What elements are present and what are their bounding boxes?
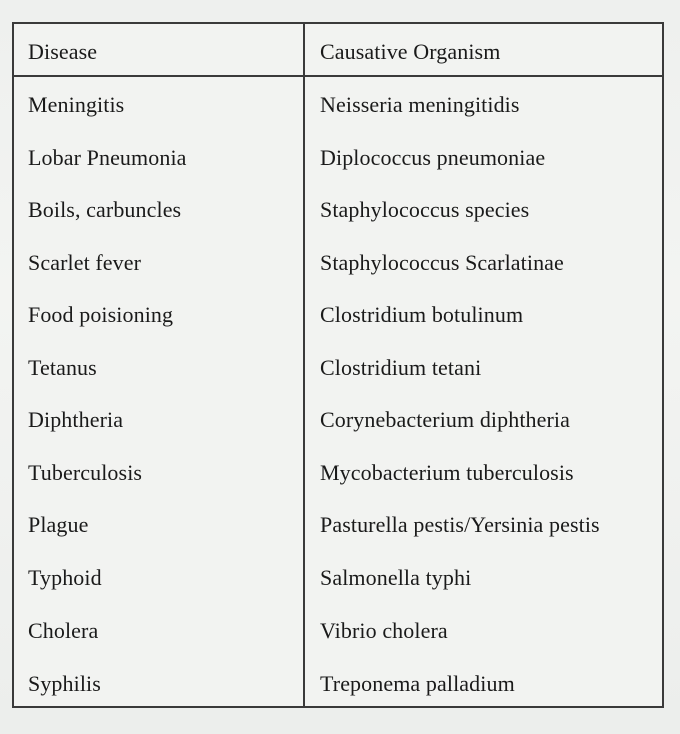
disease-cell: Syphilis [28,671,101,696]
disease-cell: Meningitis [28,92,125,117]
organism-cell: Neisseria meningitidis [320,92,520,117]
disease-cell: Lobar Pneumonia [28,145,187,170]
organism-cell: Mycobacterium tuberculosis [320,460,574,485]
disease-cell: Scarlet fever [28,250,142,275]
organism-cell: Diplococcus pneumoniae [320,145,546,170]
disease-cell: Tetanus [28,355,97,380]
header-divider [14,75,662,77]
disease-cell: Plague [28,512,89,537]
organism-cell: Staphylococcus Scarlatinae [320,250,564,275]
organism-cell: Treponema palladium [320,671,515,696]
column-divider [303,24,305,706]
organism-cell: Staphylococcus species [320,197,530,222]
organism-cell: Salmonella typhi [320,565,472,590]
disease-cell: Boils, carbuncles [28,197,182,222]
disease-cell: Food poisioning [28,302,174,327]
header-causative-organism: Causative Organism [320,39,501,64]
disease-cell: Typhoid [28,565,102,590]
disease-cell: Diphtheria [28,407,124,432]
disease-organism-table [12,22,664,708]
organism-cell: Clostridium botulinum [320,302,524,327]
header-disease: Disease [28,39,98,64]
disease-cell: Cholera [28,618,99,643]
organism-cell: Corynebacterium diphtheria [320,407,571,432]
organism-cell: Pasturella pestis/Yersinia pestis [320,512,600,537]
organism-cell: Clostridium tetani [320,355,482,380]
organism-cell: Vibrio cholera [320,618,448,643]
disease-cell: Tuberculosis [28,460,143,485]
